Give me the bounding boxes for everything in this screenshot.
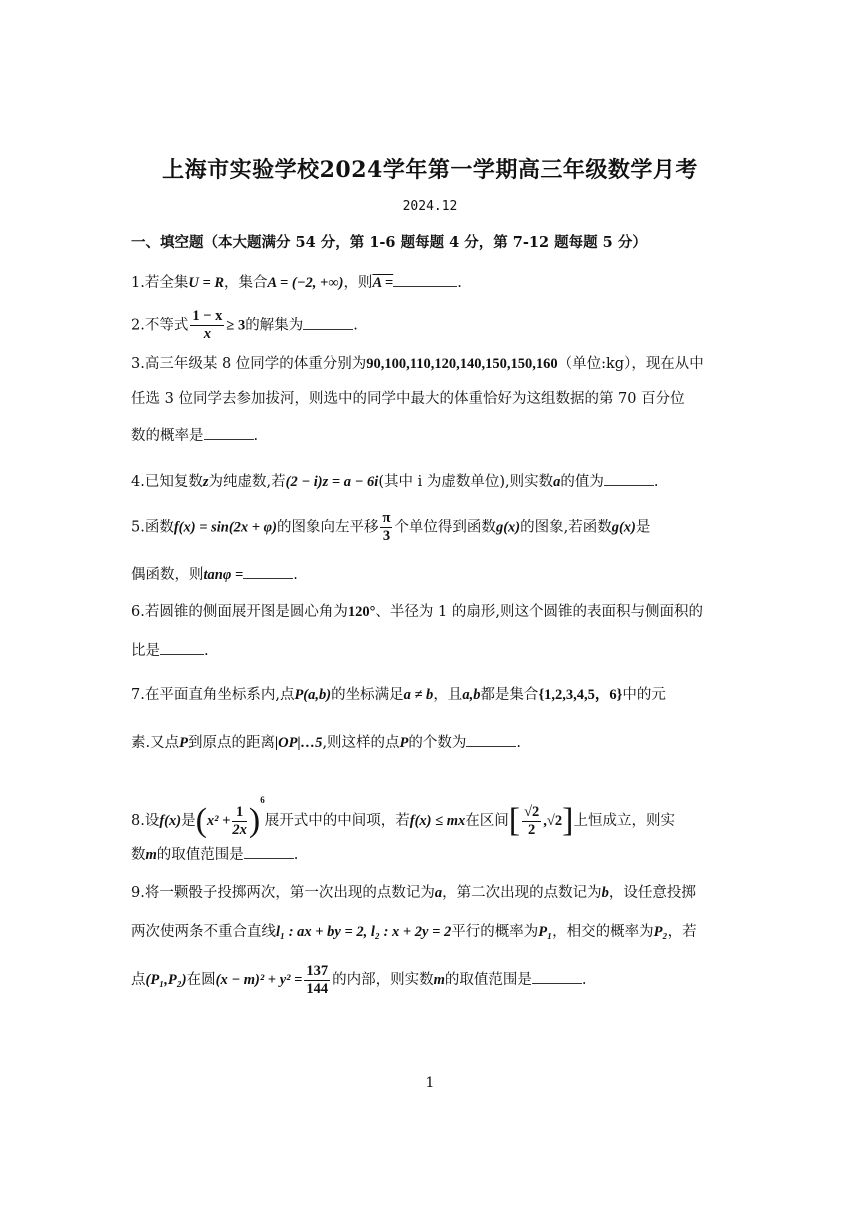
exam-date: 2024.12 (402, 199, 458, 214)
question-7-line-2: 素.又点P到原点的距离|OP|…5,则这样的点P的个数为 . (131, 732, 521, 753)
question-8-line-2: 数m的取值范围是 . (131, 844, 298, 865)
fraction: $\frac{√2}{2}$ (524, 803, 540, 838)
answer-blank-4 (604, 471, 654, 486)
question-5-line-2: 偶函数，则tanφ = . (131, 564, 298, 585)
question-8-line-1: 8.设f(x)是(x² + $\frac{1}{2x}$ )$^6$展开式中的中间项，若f(x) ≤ mx在区间[ $\frac{√2}{2}$ ,√2]上恒成立，则实 (131, 795, 675, 839)
question-7-line-1: 7.在平面直角坐标系内,点P(a,b)的坐标满足a ≠ b，且a,b都是集合{1,2,3,4,5，6}中的元 (131, 687, 666, 703)
question-9-line-3: 点(P₁,P₂)在圆(x − m)² + y² = $\frac{137}{144}$ 的内部，则实数m的取值范围是 . (131, 962, 587, 997)
answer-blank-9 (532, 969, 582, 984)
fraction: $\frac{\pi}{3}$ (382, 510, 391, 544)
question-9-line-1: 9.将一颗骰子投掷两次，第一次出现的点数记为a，第二次出现的点数记为b，设任意投掷 (131, 885, 696, 901)
question-3-line-3: 数的概率是 . (131, 425, 258, 446)
answer-blank-1 (393, 272, 457, 287)
answer-blank-8 (244, 844, 294, 859)
fraction: $\frac{1 - x}{x}$ (192, 308, 223, 342)
answer-blank-7 (466, 732, 516, 747)
question-6-line-2: 比是 . (131, 640, 209, 661)
question-6-line-1: 6.若圆锥的侧面展开图是圆心角为120°、半径为 1 的扇形,则这个圆锥的表面积与侧面积的 (131, 604, 703, 620)
answer-blank-5 (243, 564, 293, 579)
question-2: 2.不等式 $\frac{1 - x}{x}$ ≥ 3的解集为 . (131, 308, 358, 342)
answer-blank-6 (160, 640, 204, 655)
answer-blank-2 (303, 315, 353, 330)
question-1: 1.若全集U = R，集合A = (−2, +∞)，则A = . (131, 272, 462, 293)
question-4: 4.已知复数z为纯虚数,若(2 − i)z = a − 6i(其中 i 为虚数单位),则实数a的值为 . (131, 471, 658, 492)
page-number: 1 (425, 1075, 435, 1091)
question-3-line-1: 3.高三年级某 8 位同学的体重分别为90,100,110,120,140,150,150,160（单位:kg），现在从中 (131, 356, 704, 372)
fraction: $\frac{137}{144}$ (306, 962, 329, 997)
fraction: $\frac{1}{2x}$ (232, 803, 247, 838)
question-5-line-1: 5.函数f(x) = sin(2x + φ)的图象向左平移 $\frac{\pi}{3}$ 个单位得到函数g(x)的图象,若函数g(x)是 (131, 510, 651, 544)
page-title: 上海市实验学校2024学年第一学期高三年级数学月考 (162, 157, 698, 183)
answer-blank-3 (204, 425, 254, 440)
question-9-line-2: 两次使两条不重合直线l₁ : ax + by = 2, l₂ : x + 2y = 2平行的概率为P₁，相交的概率为P₂，若 (131, 924, 697, 940)
section-heading: 一、填空题（本大题满分 54 分，第 1-6 题每题 4 分，第 7-12 题每题 5 分） (131, 234, 647, 251)
question-3-line-2: 任选 3 位同学去参加拔河，则选中的同学中最大的体重恰好为这组数据的第 70 百分位 (131, 391, 685, 407)
